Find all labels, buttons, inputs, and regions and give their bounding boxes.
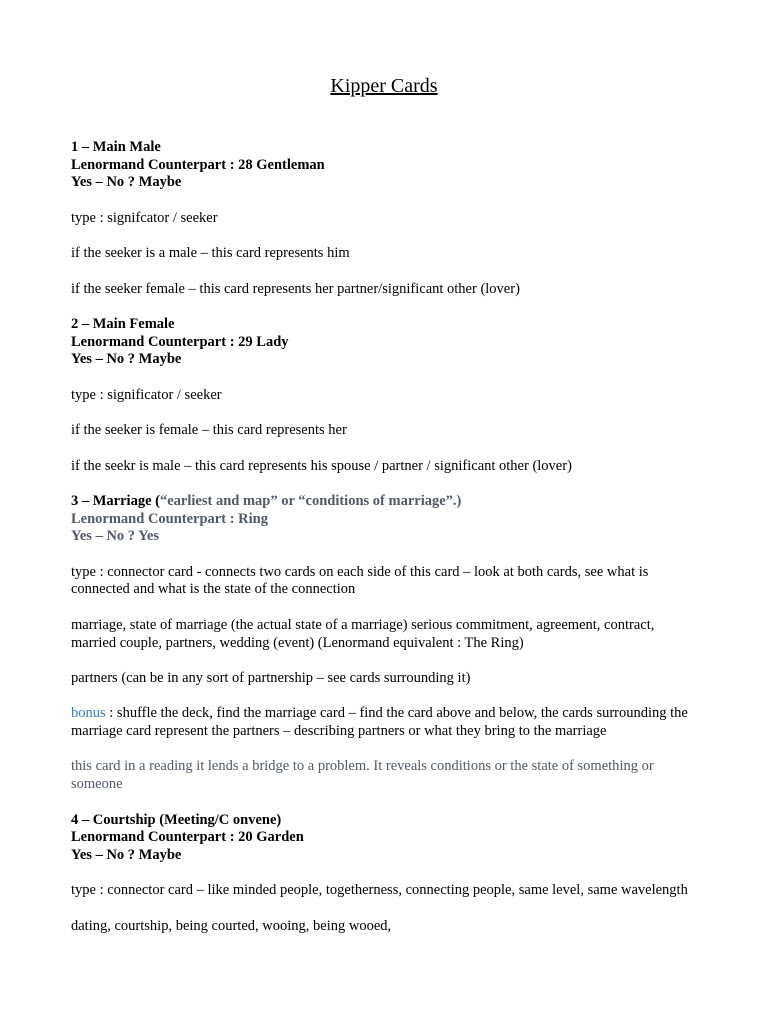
section-heading (71, 493, 701, 511)
paragraph: type : connector card - connects two cards on each side of this card – look at both cards, see what is connected and what is the state of the connection (71, 563, 649, 598)
note-paragraph: this card in a reading it lends a bridge to a problem. It reveals conditions or the state of something or someone (71, 758, 654, 793)
yes-no-answer: Yes – No ? Maybe (71, 351, 182, 368)
section-heading: 4 – Courtship (Meeting/C onvene) (71, 811, 282, 828)
section-heading-alt: “earliest and map” or “conditions of marriage”.) (159, 492, 462, 509)
yes-no-answer: Yes – No ? Maybe (71, 174, 182, 191)
paragraph: marriage, state of marriage (the actual state of a marriage) serious commitment, agreement, contract, married couple, partners, wedding (event) (Lenormand equivalent : The Ring) (71, 616, 655, 651)
section-heading-main: 3 – Marriage ( (71, 492, 160, 509)
paragraph: dating, courtship, being courted, wooing, being wooed, (71, 917, 392, 934)
yes-no-answer: Yes – No ? Maybe (71, 846, 182, 863)
section-3-header (71, 493, 701, 546)
paragraph: if the seeker is a male – this card represents him (71, 245, 350, 262)
section-2-header (71, 316, 701, 369)
yes-no-answer: Yes – No ? Yes (71, 528, 160, 545)
paragraph: if the seeker is female – this card represents her (71, 422, 347, 439)
document-title: Kipper Cards (330, 75, 438, 97)
lenormand-counterpart: Lenormand Counterpart : Ring (71, 510, 268, 527)
section-heading: 2 – Main Female (71, 315, 175, 332)
paragraph: if the seeker female – this card represents her partner/significant other (lover) (71, 280, 520, 297)
paragraph: type : connector card – like minded people, togetherness, connecting people, same level, same wavelength (71, 882, 688, 899)
bonus-paragraph (71, 705, 701, 740)
paragraph: type : significator / seeker (71, 386, 222, 403)
bonus-label: bonus (71, 705, 106, 722)
document-body (71, 139, 701, 953)
section-heading: 1 – Main Male (71, 139, 161, 155)
lenormand-counterpart: Lenormand Counterpart : 20 Garden (71, 829, 304, 846)
lenormand-counterpart: Lenormand Counterpart : 29 Lady (71, 333, 289, 350)
paragraph: type : signifcator / seeker (71, 209, 218, 226)
section-4-header (71, 812, 701, 865)
paragraph: if the seekr is male – this card represents his spouse / partner / significant other (lover) (71, 457, 572, 474)
bonus-text: : shuffle the deck, find the marriage card – find the card above and below, the cards surrounding the marriage card represent the partners – describing partners or what they bring to the marriage (71, 705, 688, 740)
section-1-header (71, 139, 701, 192)
paragraph: partners (can be in any sort of partnership – see cards surrounding it) (71, 669, 471, 686)
lenormand-counterpart: Lenormand Counterpart : 28 Gentleman (71, 156, 325, 173)
